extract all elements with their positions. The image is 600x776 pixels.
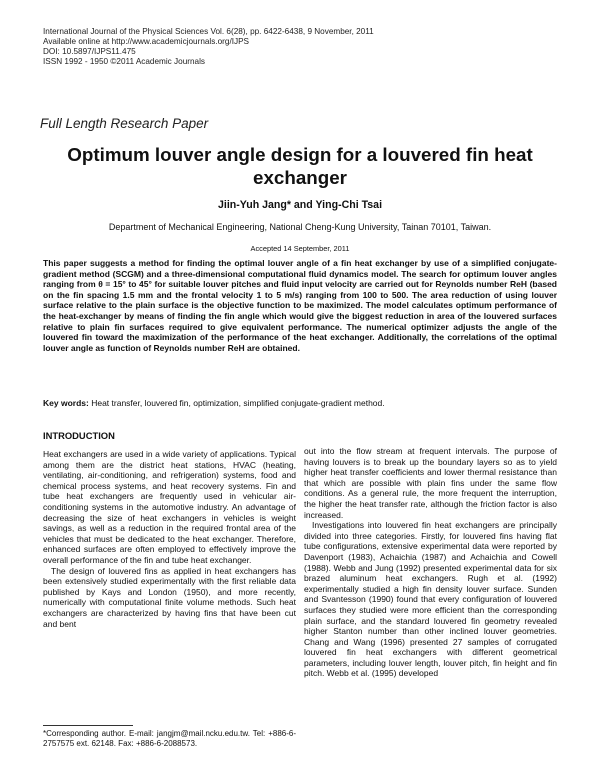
paragraph: Heat exchangers are used in a wide variety of applications. Typical among them are the district heat stations, HVAC (heating, ventilating, air-conditioning, and refrigeration) systems, food and chemical process systems, and heat recovery systems. Fin and tube heat exchangers are frequently used in vehicular air-conditioning systems in the automotive industry. An advantage of decreasing the size of heat exchangers in vehicles is weight savings, as well as a reduction in the required frontal area of the vehicles that must be dedicated to the heat exchanger. Therefore, enhanced surfaces are often employed to effectively improve the overall performance of the fin and tube heat exchanger. — [43, 449, 296, 565]
paper-title: Optimum louver angle design for a louvered fin heat exchanger — [67, 144, 533, 188]
affiliation: Department of Mechanical Engineering, National Cheng-Kung University, Tainan 70101, Taiwan. — [108, 222, 492, 232]
abstract: This paper suggests a method for finding the optimal louver angle of a fin heat exchanger by use of a simplified conjugate-gradient method (SCGM) and a three-dimensional computational fluid dynamics model. The search for optimum louver angles ranging from θ = 15° to 45° for suitable louver pitches and fluid input velocity are carried out for Reynolds number ReH (based on the fin spacing 1.5 mm and the frontal velocity 1 to 5 m/s) ranging from 100 to 500. The area reduction of using louver surface relative to the plain surface is the objective function to be maximized. The model calculates optimum performance of the heat-exchanger by means of finding the fin angle which would give the biggest reduction in area of the louvered surfaces relative to plain fin surfaces required to give equivalent performance. The numerical optimizer adjusts the angle of the louvered fin toward the maximization of the performance of the heat exchanger. Additionally, the correlations of the optimal louver angle as function of Reynolds number ReH are obtained. — [43, 258, 557, 353]
issn: ISSN 1992 - 1950 ©2011 Academic Journals — [43, 57, 205, 66]
paper-type: Full Length Research Paper — [40, 116, 209, 131]
body-column-right — [304, 446, 557, 679]
paragraph: The design of louvered fins as applied in heat exchangers has been extensively studied experimentally with the first reliable data published by Kays and London (1950), and more recently, numerically with computational finite volume methods. Such heat exchangers are characterized by having fins that have been cut and bent — [43, 565, 296, 629]
paragraph: Investigations into louvered fin heat exchangers are principally divided into three categories. Firstly, for louvered fins having flat tube configurations, extensive experimental data were reported by Davenport (1983), Achaichia (1987) and Achaichia and Cowell (1988). Webb and Jung (1992) presented experimental data for six brazed aluminum heat exchangers. Rugh et al. (1992) experimentally studied a high fin density louver surface. Sunden and Svantesson (1990) found that every configuration of louvered surfaces they studied were more efficient than the corresponding plain surface, and the standard louvered fin geometry revealed higher Stanton number than other inclined louver geometries. Chang and Wang (1996) presented 27 samples of corrugated louvered fin heat exchangers with different geometrical parameters, including louver length, louver pitch, fin height and fin pitch. Webb et al. (1995) developed — [304, 520, 557, 679]
authors: Jiin-Yuh Jang* and Ying-Chi Tsai — [217, 199, 383, 211]
introduction-heading: INTRODUCTION — [43, 430, 115, 441]
doi: DOI: 10.5897/IJPS11.475 — [43, 47, 136, 56]
keywords-label: Key words: — [43, 398, 89, 408]
journal-citation: International Journal of the Physical Sciences Vol. 6(28), pp. 6422-6438, 9 November, 2011 — [43, 27, 374, 36]
journal-url: Available online at http://www.academicjournals.org/IJPS — [43, 37, 250, 46]
footnote: *Corresponding author. E-mail: jangjm@mail.ncku.edu.tw. Tel: +886-6-2757575 ext. 62148. Fax: +886-6-2088573. — [43, 729, 296, 748]
paragraph: out into the flow stream at frequent intervals. The purpose of having louvers is to break up the boundary layers so as to yield higher heat transfer coefficients and lower thermal resistance than that which are possible with plain fins under the same flow conditions. As a general rule, the more frequent the interruption, the higher the heat transfer rate, although the friction factor is also increased. — [304, 446, 557, 520]
body-column-left — [43, 449, 296, 629]
accepted-date: Accepted 14 September, 2011 — [250, 244, 350, 253]
keywords-text: Heat transfer, louvered fin, optimization, simplified conjugate-gradient method. — [91, 398, 385, 408]
journal-header — [43, 27, 374, 67]
keywords — [43, 398, 557, 408]
footnote-divider — [43, 725, 133, 726]
